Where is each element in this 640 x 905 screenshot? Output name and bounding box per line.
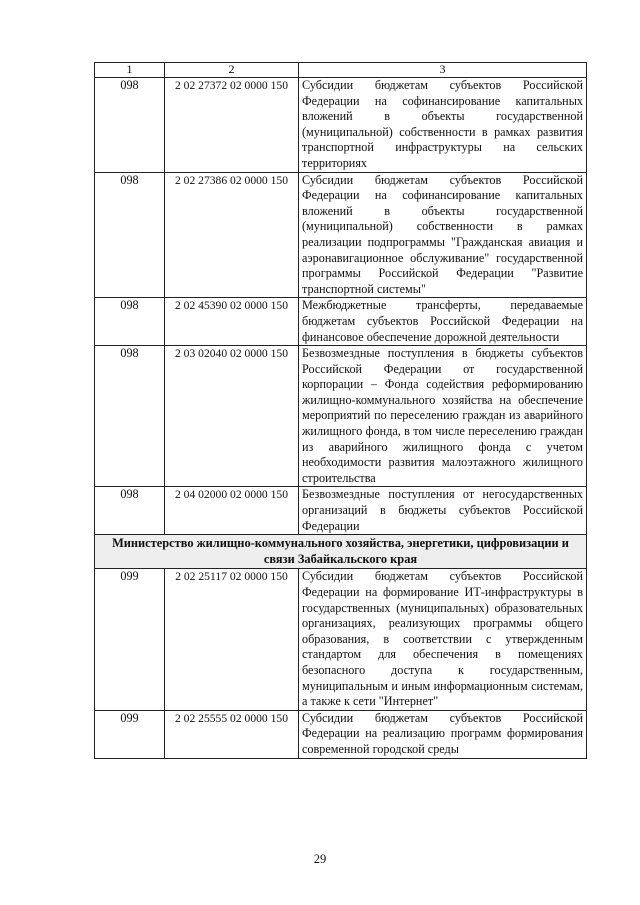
- admin-code-cell: 098: [95, 78, 165, 173]
- income-code-cell: 2 03 02040 02 0000 150: [165, 346, 299, 487]
- income-code-cell: 2 02 25117 02 0000 150: [165, 569, 299, 710]
- admin-code-cell: 098: [95, 298, 165, 346]
- admin-code-cell: 099: [95, 710, 165, 758]
- admin-code-cell: 098: [95, 346, 165, 487]
- description-cell: Безвозмездные поступления от негосударственных организаций в бюджеты субъектов Российской Федерации: [299, 487, 587, 535]
- table-row: [95, 172, 587, 298]
- income-code-cell: 2 02 27372 02 0000 150: [165, 78, 299, 173]
- income-code-cell: 2 02 27386 02 0000 150: [165, 172, 299, 298]
- description-cell: Субсидии бюджетам субъектов Российской Федерации на софинансирование капитальных вложений в объекты государственной (муниципальной) собственности в рамках реализации подпрограммы "Гражданская авиация и аэронавигационное обслуживание" государственной программы Российской Федерации "Развитие транспортной системы": [299, 172, 587, 298]
- header-col-2: 2: [165, 63, 299, 78]
- table-row: [95, 710, 587, 758]
- header-col-3: 3: [299, 63, 587, 78]
- description-cell: Межбюджетные трансферты, передаваемые бюджетам субъектов Российской Федерации на финансовое обеспечение дорожной деятельности: [299, 298, 587, 346]
- admin-code-cell: 098: [95, 487, 165, 535]
- table-row: [95, 569, 587, 710]
- budget-codes-table: [94, 62, 587, 759]
- section-title: Министерство жилищно-коммунального хозяйства, энергетики, цифровизации и связи Забайкальского края: [95, 535, 587, 569]
- income-code-cell: 2 04 02000 02 0000 150: [165, 487, 299, 535]
- income-code-cell: 2 02 25555 02 0000 150: [165, 710, 299, 758]
- table-row: [95, 298, 587, 346]
- page-number: 29: [313, 852, 327, 866]
- header-col-1: 1: [95, 63, 165, 78]
- table-header-row: [95, 63, 587, 78]
- section-header-row: [95, 535, 587, 569]
- admin-code-cell: 099: [95, 569, 165, 710]
- income-code-cell: 2 02 45390 02 0000 150: [165, 298, 299, 346]
- description-cell: Безвозмездные поступления в бюджеты субъектов Российской Федерации от государственной корпорации – Фонда содействия реформированию жилищно-коммунального хозяйства на обеспечение мероприятий по переселению граждан из аварийного жилищного фонда, в том числе переселению граждан из аварийного жилищного фонда с учетом необходимости развития малоэтажного жилищного строительства: [299, 346, 587, 487]
- admin-code-cell: 098: [95, 172, 165, 298]
- table-row: [95, 487, 587, 535]
- table-row: [95, 78, 587, 173]
- description-cell: Субсидии бюджетам субъектов Российской Федерации на реализацию программ формирования современной городской среды: [299, 710, 587, 758]
- description-cell: Субсидии бюджетам субъектов Российской Федерации на софинансирование капитальных вложений в объекты государственной (муниципальной) собственности в рамках развития транспортной инфраструктуры на сельских территориях: [299, 78, 587, 173]
- description-cell: Субсидии бюджетам субъектов Российской Федерации на формирование ИТ-инфраструктуры в государственных (муниципальных) образовательных организациях, реализующих программы общего образования, в соответствии с утвержденным стандартом для обеспечения в помещениях безопасного доступа к государственным, муниципальным и иным информационным системам, а также к сети "Интернет": [299, 569, 587, 710]
- table-row: [95, 346, 587, 487]
